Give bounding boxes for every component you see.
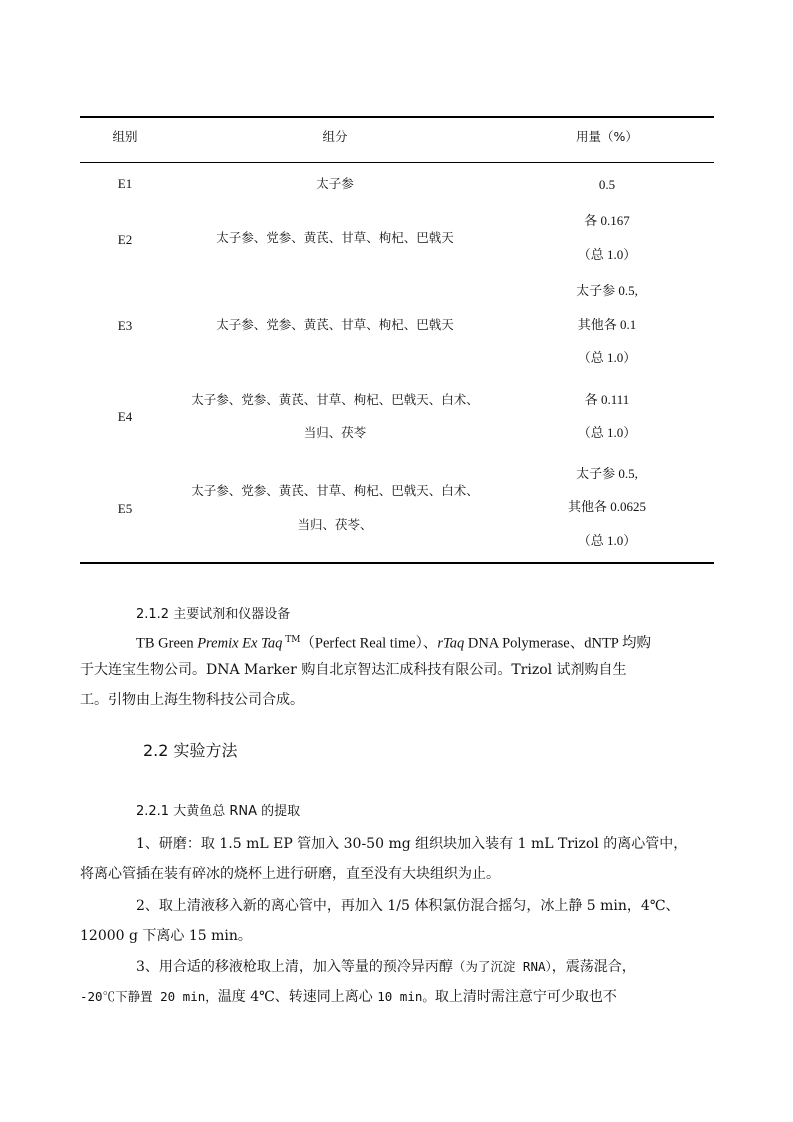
step-1-line-1: 1、研磨：取 1.5 mL EP 管加入 30-50 mg 组织块加入装有 1 mL Trizol 的离心管中， — [136, 836, 688, 852]
p1-trademark: TM — [282, 635, 301, 645]
step-3-line-2 — [80, 987, 714, 1007]
p1-part-f: DNA Polymerase、dNTP 均购 — [464, 635, 651, 652]
row-e4-group: E4 — [117, 409, 133, 424]
step-2-line-2: 12000 g 下离心 15 min。 — [80, 928, 252, 944]
header-components: 组分 — [322, 129, 348, 144]
row-e4-dose-2: （总 1.0） — [577, 425, 637, 440]
section-22-heading: 2.2 实验方法 — [143, 741, 238, 760]
row-e5-components-1: 太子参、党参、黄芪、甘草、枸杞、巴戟天、白术、 — [191, 483, 479, 498]
step-3-l1-a: 3、用合适的移液枪取上清，加入等量的预冷异丙醇 — [136, 959, 453, 975]
p1-part-b: Premix Ex Taq — [197, 635, 283, 652]
row-e3-dose-3: （总 1.0） — [577, 350, 637, 365]
row-e4-components-1: 太子参、党参、黄芪、甘草、枸杞、巴戟天、白术、 — [191, 392, 479, 407]
row-e4-components-2: 当归、茯苓 — [303, 425, 367, 440]
table-top-rule — [80, 116, 714, 118]
section-212-heading: 2.1.2 主要试剂和仪器设备 — [136, 607, 291, 622]
p1-part-d: （Perfect Real time）、 — [300, 635, 438, 652]
step-2-line-1: 2、取上清液移入新的离心管中，再加入 1/5 体积氯仿混合摇匀，冰上静 5 min，4℃、 — [136, 898, 680, 914]
row-e5-group: E5 — [117, 501, 133, 516]
row-e5-dose-1: 太子参 0.5, — [576, 466, 638, 481]
row-e5-dose-3: （总 1.0） — [577, 533, 637, 548]
header-group: 组别 — [112, 129, 138, 144]
row-e2-dose-1: 各 0.167 — [584, 213, 630, 228]
row-e2-components: 太子参、党参、黄芪、甘草、枸杞、巴戟天 — [216, 230, 454, 245]
row-e4-dose-1: 各 0.111 — [584, 392, 630, 407]
step-1-line-2: 将离心管插在装有碎冰的烧杯上进行研磨，直至没有大块组织为止。 — [80, 866, 500, 882]
section-212-paragraph-line-3: 工。引物由上海生物科技公司合成。 — [80, 692, 304, 708]
step-3-l1-c: ，震荡混合， — [551, 959, 636, 975]
p1-part-e: rTaq — [437, 635, 465, 652]
table-header-rule — [80, 162, 714, 163]
step-3-l2-b: 温度 4℃、转速同上离心 — [217, 989, 378, 1005]
section-221-heading: 2.2.1 大黄鱼总 RNA 的提取 — [136, 804, 301, 819]
section-212-paragraph-line-1 — [136, 630, 714, 654]
row-e5-components-2: 当归、茯苓、 — [297, 517, 373, 532]
row-e1-components: 太子参 — [316, 176, 354, 191]
section-212-paragraph-line-2: 于大连宝生物公司。DNA Marker 购自北京智达汇成科技有限公司。Trizol 试剂购自生 — [80, 662, 627, 678]
row-e2-dose-2: （总 1.0） — [577, 247, 637, 262]
step-3-l2-c: 10 min。 — [377, 989, 435, 1004]
row-e1-dose: 0.5 — [598, 177, 616, 192]
row-e3-group: E3 — [117, 318, 133, 333]
row-e5-dose-2: 其他各 0.0625 — [567, 499, 646, 514]
step-3-l2-a: -20℃下静置 20 min， — [80, 989, 218, 1004]
row-e1-group: E1 — [117, 176, 133, 191]
p1-part-a: TB Green — [136, 635, 198, 652]
table-bottom-rule — [80, 562, 714, 564]
row-e2-group: E2 — [117, 232, 133, 247]
header-dose: 用量（%） — [576, 129, 638, 144]
step-3-line-1 — [136, 957, 714, 977]
step-3-l2-d: 取上清时需注意宁可少取也不 — [434, 989, 617, 1005]
row-e3-dose-2: 其他各 0.1 — [577, 317, 637, 332]
row-e3-components: 太子参、党参、黄芪、甘草、枸杞、巴戟天 — [216, 317, 454, 332]
step-3-l1-b: （为了沉淀 RNA） — [452, 959, 552, 974]
row-e3-dose-1: 太子参 0.5, — [576, 283, 638, 298]
